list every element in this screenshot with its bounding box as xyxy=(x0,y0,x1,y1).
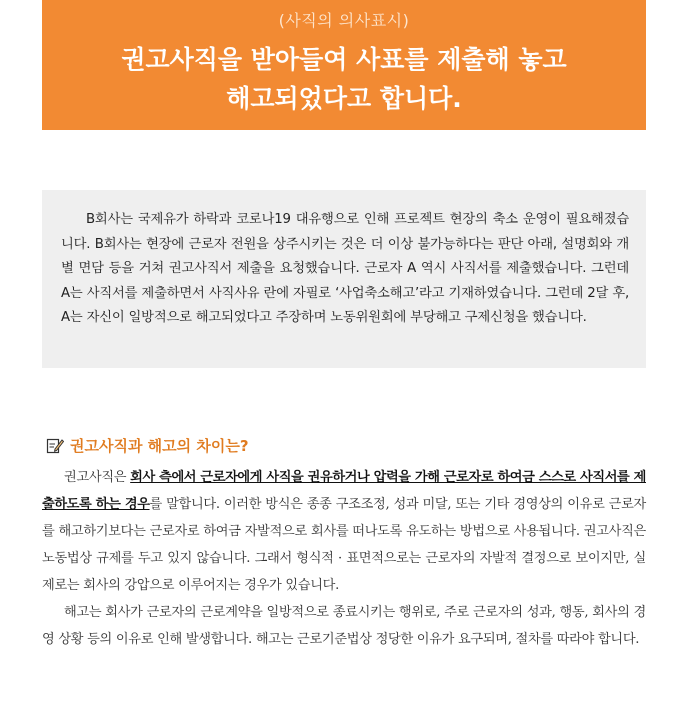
section-heading xyxy=(46,434,249,456)
banner-title-line-2: 해고되었다고 합니다. xyxy=(226,84,462,113)
p1-emphasis: 회사 측에서 근로자에게 사직을 권유하거나 압력을 가해 근로자로 하여금 스스로 사직서를 제출하도록 하는 경우 xyxy=(42,470,646,512)
paragraph-1 xyxy=(42,464,646,599)
banner-title xyxy=(42,40,646,118)
banner-title-line-1: 권고사직을 받아들여 사표를 제출해 놓고 xyxy=(121,45,567,74)
pencil-note-icon xyxy=(46,436,64,454)
p1-start: 권고사직은 xyxy=(64,470,131,485)
paragraph-2: 해고는 회사가 근로자의 근로계약을 일방적으로 종료시키는 행위로, 주로 근로자의 성과, 행동, 회사의 경영 상황 등의 이유로 인해 발생합니다. 해고는 근로기준법상 정당한 이유가 요구되며, 절차를 따라야 합니다. xyxy=(42,605,646,647)
case-text: B회사는 국제유가 하락과 코로나19 대유행으로 인해 프로젝트 현장의 축소 운영이 필요해졌습니다. B회사는 현장에 근로자 전원을 상주시키는 것은 더 이상 불가능하다는 판단 아래, 설명회와 개별 면담 등을 거쳐 권고사직서 제출을 요청했습니다. 근로자 A 역시 사직서를 제출했습니다. 그런데 A는 사직서를 제출하면서 사직사유 란에 자필로 ‘사업축소해고’라고 기재하였습니다. 그런데 2달 후, A는 자신이 일방적으로 해고되었다고 주장하며 노동위원회에 부당해고 구제신청을 했습니다. xyxy=(61,212,629,325)
title-banner xyxy=(42,0,646,130)
banner-subtitle: (사직의 의사표시) xyxy=(278,11,410,30)
body-text xyxy=(42,464,646,653)
section-heading-label: 권고사직과 해고의 차이는? xyxy=(70,436,249,455)
case-box xyxy=(42,190,646,368)
p1-rest: 를 말합니다. 이러한 방식은 종종 구조조정, 성과 미달, 또는 기타 경영상의 이유로 근로자를 해고하기보다는 근로자로 하여금 자발적으로 회사를 떠나도록 유도하는 방법으로 사용됩니다. 권고사직은 노동법상 규제를 두고 있지 않습니다. 그래서 형식적 · 표면적으로는 근로자의 자발적 결정으로 보이지만, 실제로는 회사의 강압으로 이루어지는 경우가 있습니다. xyxy=(42,497,646,593)
